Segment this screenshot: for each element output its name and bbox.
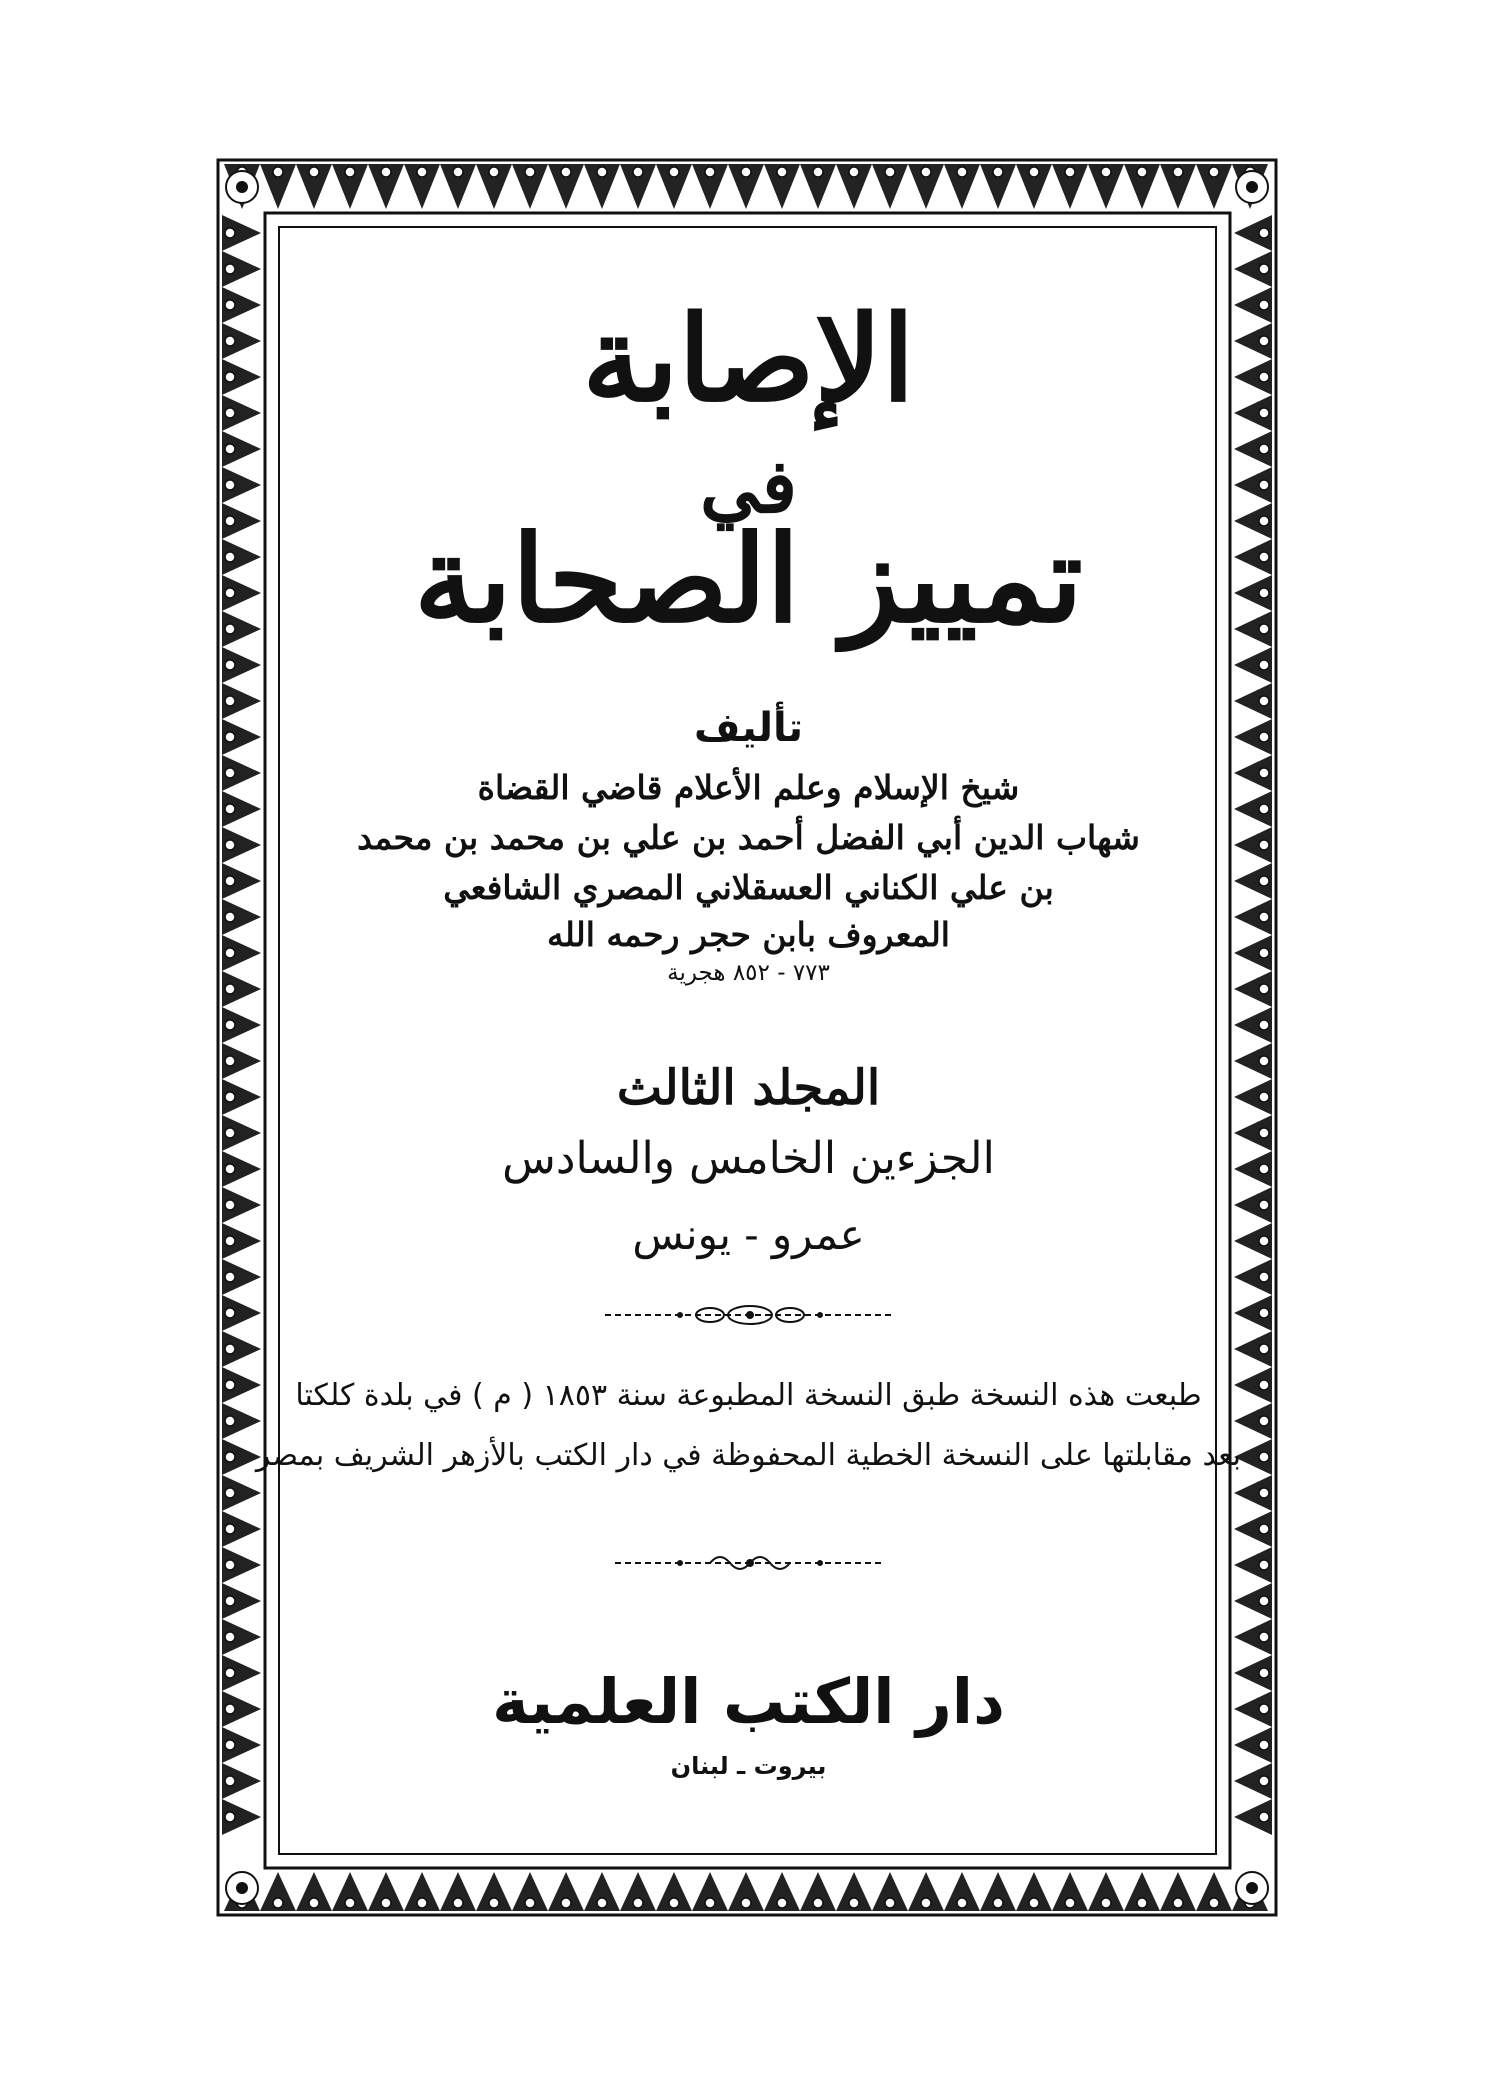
author-line-3: بن علي الكناني العسقلاني المصري الشافعي — [443, 868, 1054, 907]
author-line-4: المعروف بابن حجر رحمه الله — [547, 915, 950, 954]
publisher-city: بيروت ـ لبنان — [670, 1752, 827, 1780]
divider-ornament-top — [600, 1300, 900, 1330]
note-line-1: طبعت هذه النسخة طبق النسخة المطبوعة سنة ١٨٥٣ ( م ) في بلدة كلكتا — [295, 1378, 1202, 1413]
author-label: تأليف — [693, 705, 804, 751]
author-years: ٧٧٣ - ٨٥٢ هجرية — [667, 960, 830, 986]
author-line-1: شيخ الإسلام وعلم الأعلام قاضي القضاة — [477, 768, 1020, 807]
author-line-2: شهاب الدين أبي الفضل أحمد بن علي بن محمد بن محمد — [357, 818, 1140, 857]
title-line-1: الإصابة — [582, 289, 915, 428]
title-line-2: في — [699, 444, 798, 530]
volume-title: المجلد الثالث — [616, 1060, 881, 1116]
volume-range: عمرو - يونس — [632, 1210, 865, 1259]
divider-ornament-bottom — [610, 1548, 890, 1578]
title-line-3: تمييز الصحابة — [414, 509, 1083, 650]
publisher-name: دار الكتب العلمية — [492, 1665, 1005, 1738]
note-line-2: بعد مقابلتها على النسخة الخطية المحفوظة في دار الكتب بالأزهر الشريف بمصر — [255, 1438, 1242, 1473]
volume-parts: الجزءين الخامس والسادس — [502, 1133, 995, 1184]
